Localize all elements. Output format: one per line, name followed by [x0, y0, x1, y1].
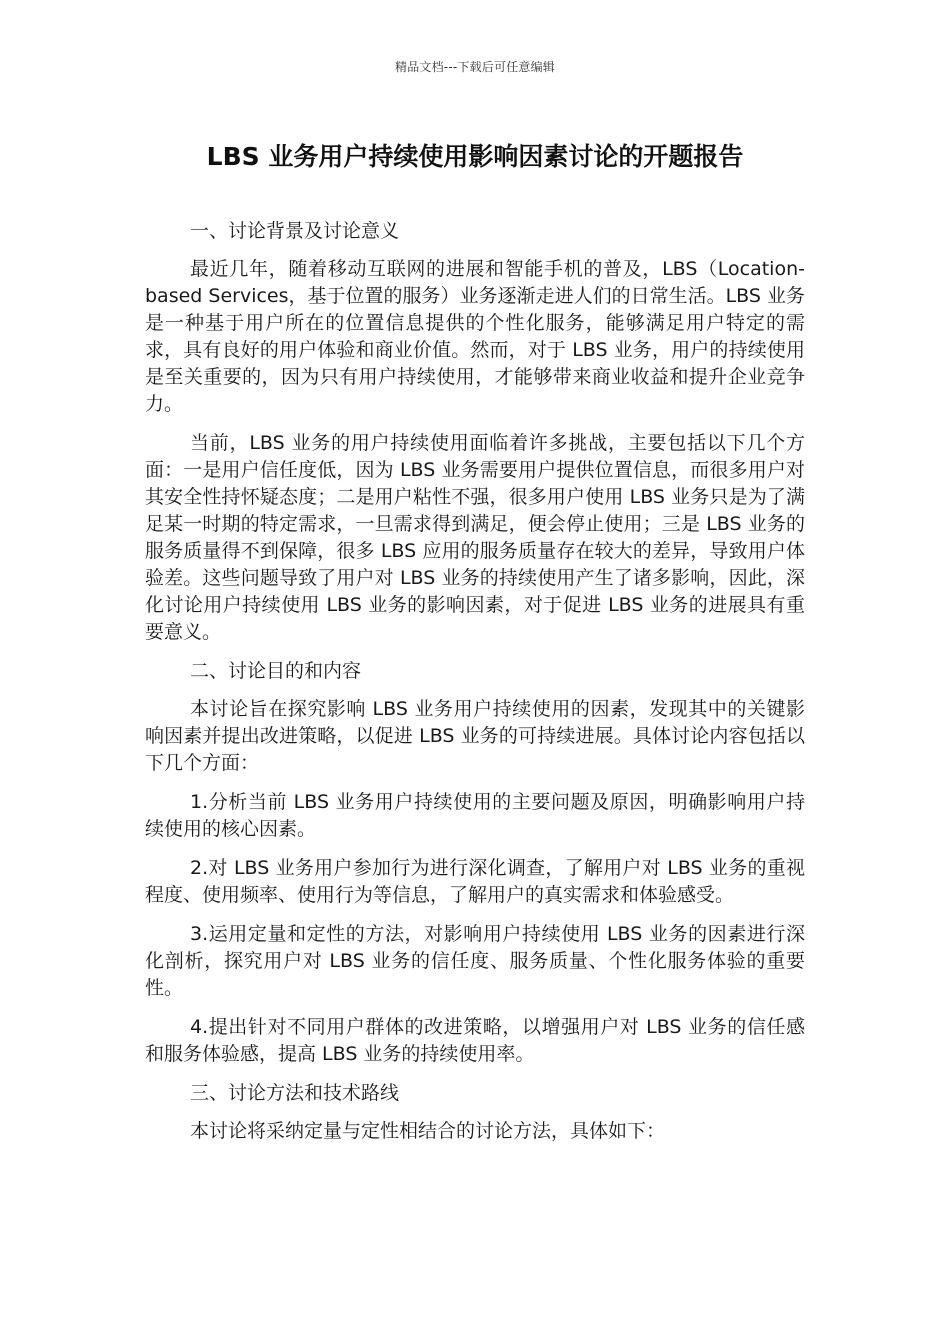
list-item: 3.运用定量和定性的方法，对影响用户持续使用 LBS 业务的因素进行深化剖析，探究用户对 LBS 业务的信任度、服务质量、个性化服务体验的重要性。 [145, 923, 805, 999]
section-heading-1: 一、讨论背景及讨论意义 [190, 220, 400, 242]
paragraph: 本讨论旨在探究影响 LBS 业务用户持续使用的因素，发现其中的关键影响因素并提出改进策略，以促进 LBS 业务的可持续进展。具体讨论内容包括以下几个方面： [145, 698, 805, 774]
paragraph: 最近几年，随着移动互联网的进展和智能手机的普及，LBS（Location-based Services，基于位置的服务）业务逐渐走进人们的日常生活。LBS 业务是一种基于用户所在的位置信息提供的个性化服务，能够满足用户特定的需求，具有良好的用户体验和商业价值。然而，对于 LBS 业务，用户的持续使用是至关重要的，因为只有用户持续使用，才能够带来商业收益和提升企业竞争力。 [145, 258, 805, 415]
section-heading-3: 三、讨论方法和技术路线 [190, 1082, 400, 1104]
list-item: 1.分析当前 LBS 业务用户持续使用的主要问题及原因，明确影响用户持续使用的核心因素。 [145, 791, 805, 840]
list-item: 2.对 LBS 业务用户参加行为进行深化调查，了解用户对 LBS 业务的重视程度、使用频率、使用行为等信息，了解用户的真实需求和体验感受。 [145, 857, 805, 906]
document-body [145, 218, 805, 1157]
page-header-note: 精品文档---下载后可任意编辑 [395, 60, 555, 74]
document-title: LBS 业务用户持续使用影响因素讨论的开题报告 [206, 142, 744, 171]
list-item: 4.提出针对不同用户群体的改进策略，以增强用户对 LBS 业务的信任感和服务体验感，提高 LBS 业务的持续使用率。 [145, 1016, 805, 1065]
paragraph: 本讨论将采纳定量与定性相结合的讨论方法，具体如下： [190, 1120, 666, 1142]
section-heading-2: 二、讨论目的和内容 [190, 660, 362, 682]
paragraph: 当前，LBS 业务的用户持续使用面临着许多挑战，主要包括以下几个方面：一是用户信任度低，因为 LBS 业务需要用户提供位置信息，而很多用户对其安全性持怀疑态度；二是用户粘性不强，很多用户使用 LBS 业务只是为了满足某一时期的特定需求，一旦需求得到满足，便会停止使用；三是 LBS 业务的服务质量得不到保障，很多 LBS 应用的服务质量存在较大的差异，导致用户体验差。这些问题导致了用户对 LBS 业务的持续使用产生了诸多影响，因此，深化讨论用户持续使用 LBS 业务的影响因素，对于促进 LBS 业务的进展具有重要意义。 [145, 432, 805, 643]
